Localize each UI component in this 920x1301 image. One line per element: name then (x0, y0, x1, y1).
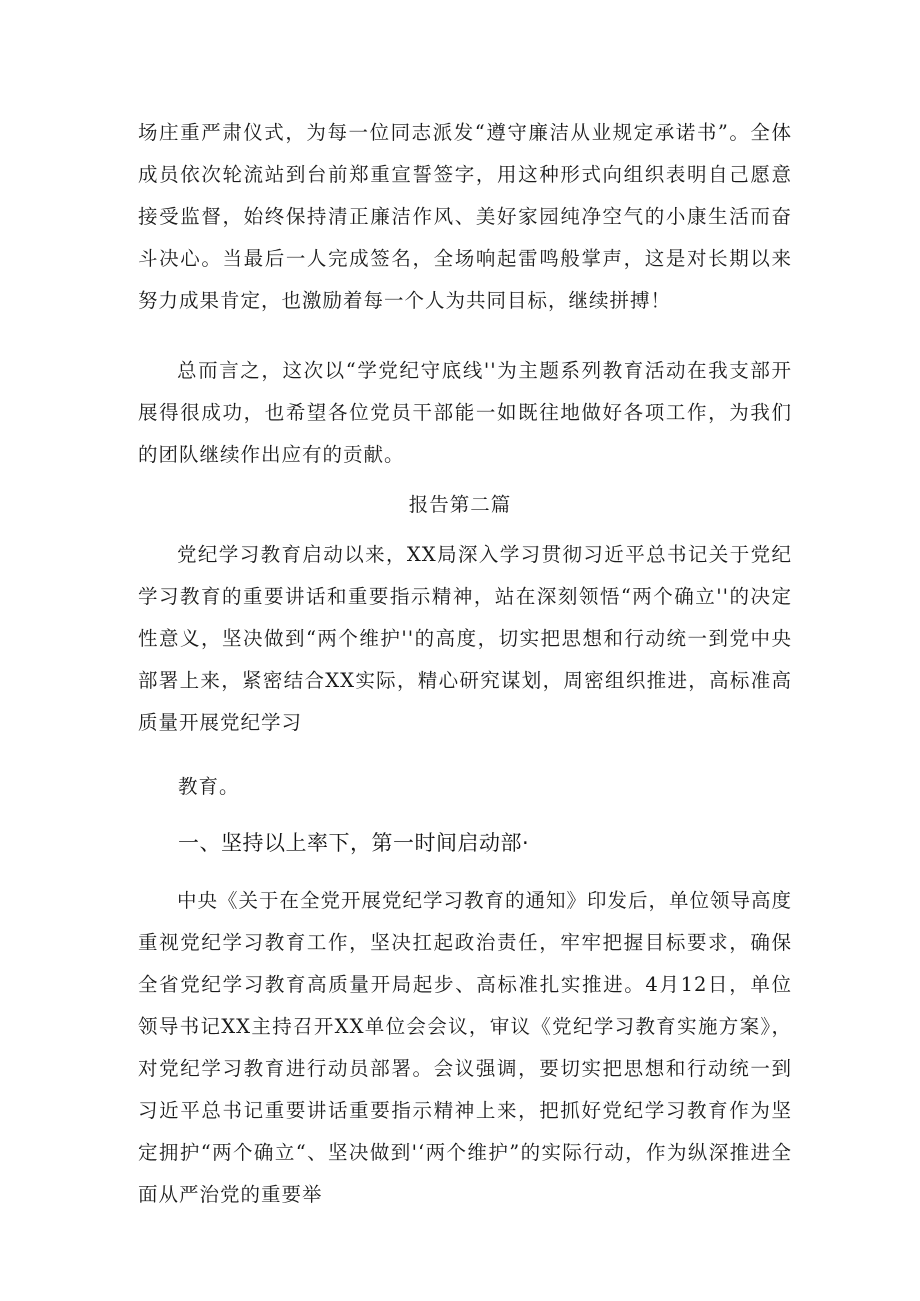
paragraph-summary: 总而言之，这次以“学党纪守底线''为主题系列教育活动在我支部开展得很成功，也希望各位党员干部能一如既往地做好各项工作，为我们的团队继续作出应有的贡献。 (138, 359, 792, 466)
heading-section-one: 一、坚持以上率下，第一时间启动部· (178, 831, 530, 855)
paragraph-commitment-ceremony: 场庄重严肃仪式，为每一位同志派发“遵守廉洁从业规定承诺书”。全体成员依次轮流站到台前郑重宣誓签字，用这种形式向组织表明自己愿意接受监督，始终保持清正廉洁作风、美好家园纯净空气的小康生活而奋斗决心。当最后一人完成签名，全场响起雷鸣般掌声，这是对长期以来努力成果肯定，也激励着每一个人为共同目标，继续拼搏！ (138, 121, 792, 312)
paragraph-education-launch: 党纪学习教育启动以来，XX局深入学习贯彻习近平总书记关于党纪学习教育的重要讲话和重要指示精神，站在深刻领悟“两个确立''的决定性意义，坚决做到“两个维护''的高度，切实把思想和行动统一到党中央部署上来，紧密结合XX实际，精心研究谋划，周密组织推进，高标准高质量开展党纪学习 (138, 543, 792, 734)
paragraph-central-notice: 中央《关于在全党开展党纪学习教育的通知》印发后，单位领导高度重视党纪学习教育工作，坚决扛起政治责任，牢牢把握目标要求，确保全省党纪学习教育高质量开局起步、高标准扎实推进。4月12日，单位领导书记XX主持召开XX单位会会议，审议《党纪学习教育实施方案》，对党纪学习教育进行动员部署。会议强调，要切实把思想和行动统一到习近平总书记重要讲话重要指示精神上来，把抓好党纪学习教育作为坚定拥护“两个确立“、坚决做到'‘两个维护”的实际行动，作为纵深推进全面从严治党的重要举 (138, 889, 793, 1206)
paragraph-education-tail: 教育。 (178, 775, 240, 798)
section-title: 报告第二篇 (408, 493, 512, 516)
